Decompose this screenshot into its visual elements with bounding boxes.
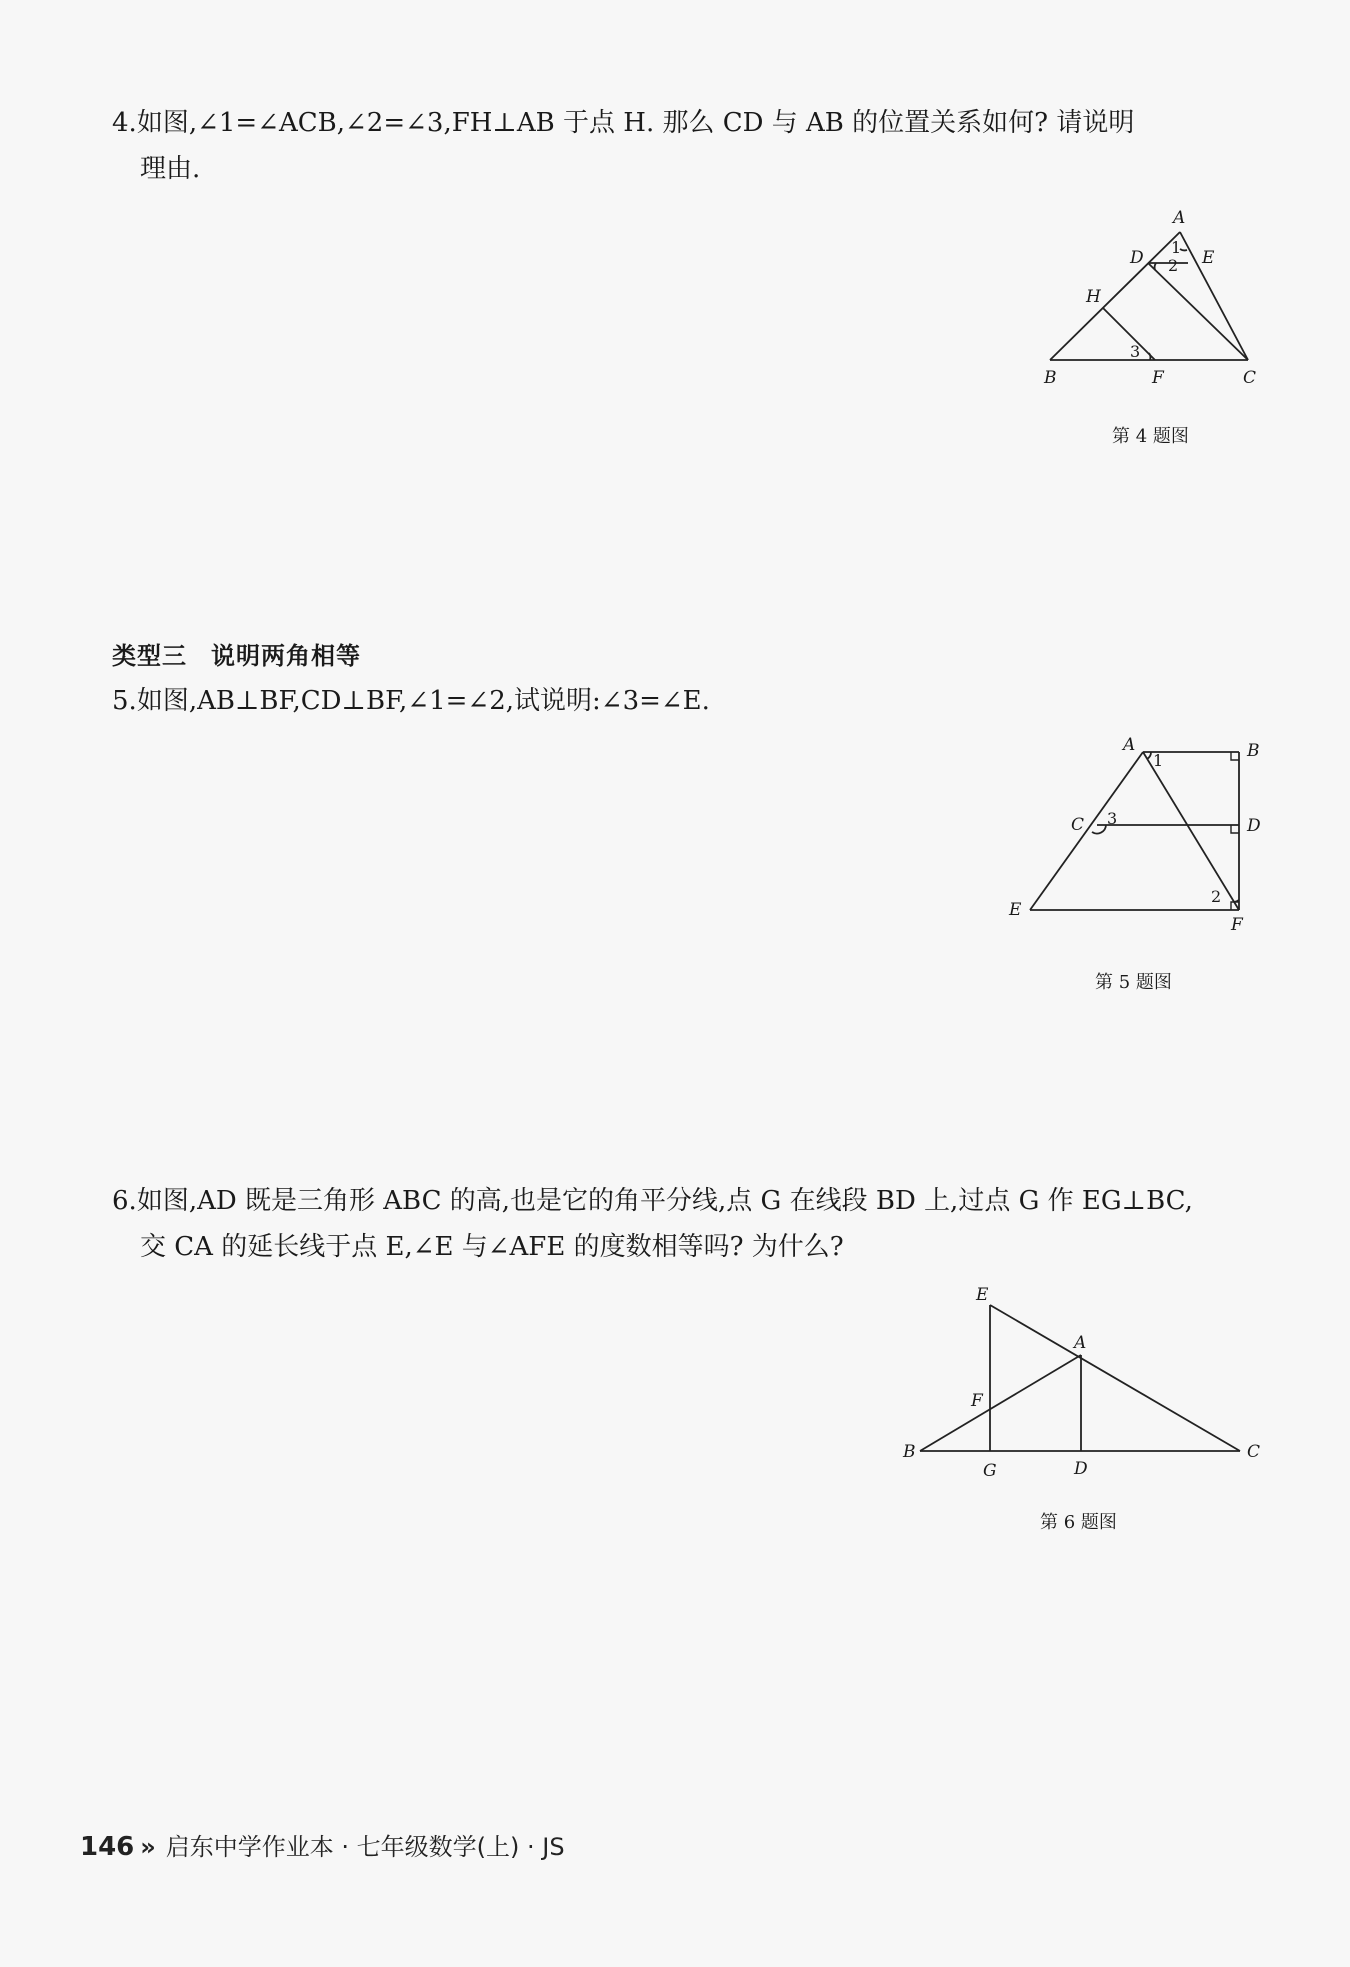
question-number: 6.: [112, 1186, 137, 1216]
label-c: C: [1247, 1442, 1261, 1462]
label-angle-2: 2: [1211, 887, 1222, 906]
label-f: F: [1231, 915, 1243, 935]
page-number: 146: [80, 1832, 135, 1862]
angle-3-arc: [1092, 825, 1106, 834]
section-type: 类型三: [112, 642, 187, 670]
question-text: 如图,AB⊥BF,CD⊥BF,∠1=∠2,试说明:∠3=∠E.: [136, 686, 710, 716]
label-b: B: [1247, 741, 1260, 761]
right-angle-b: [1231, 752, 1239, 760]
label-f: F: [1152, 368, 1164, 388]
question-text: 如图,AD 既是三角形 ABC 的高,也是它的角平分线,点 G 在线段 BD 上,过点 G 作 EG⊥BC,: [136, 1186, 1193, 1216]
figure-6: [895, 1280, 1275, 1480]
question-number: 4.: [112, 108, 137, 138]
label-c: C: [1071, 815, 1085, 835]
label-e: E: [1009, 900, 1022, 920]
label-e: E: [976, 1285, 989, 1305]
figure-4-caption: 第 4 题图: [1112, 426, 1189, 447]
question-text-continued: 理由.: [140, 154, 201, 184]
angle-3-arc: [1149, 353, 1150, 360]
figure-5-caption: 第 5 题图: [1095, 972, 1172, 993]
segment-ae: [1030, 752, 1143, 910]
segment-hf: [1103, 308, 1155, 360]
label-b: B: [903, 1442, 916, 1462]
segment-dc: [1148, 263, 1248, 360]
label-g: G: [983, 1461, 997, 1481]
segment-ab: [1050, 232, 1180, 360]
label-c: C: [1243, 368, 1257, 388]
question-5: [112, 678, 710, 724]
label-e: E: [1202, 248, 1215, 268]
label-b: B: [1044, 368, 1057, 388]
right-angle-d: [1231, 825, 1239, 833]
question-number: 5.: [112, 686, 137, 716]
label-a: A: [1173, 208, 1186, 228]
figure-6-caption: 第 6 题图: [1040, 1512, 1117, 1533]
label-angle-1: 1: [1153, 751, 1164, 770]
label-angle-2: 2: [1168, 256, 1179, 275]
label-a: A: [1123, 735, 1136, 755]
label-angle-3: 3: [1107, 809, 1118, 828]
label-a: A: [1074, 1333, 1087, 1353]
label-f: F: [971, 1391, 983, 1411]
section-header: [112, 636, 361, 671]
label-angle-1: 1: [1171, 238, 1182, 257]
label-d: D: [1074, 1459, 1088, 1479]
label-d: D: [1130, 248, 1144, 268]
angle-1-arc: [1147, 752, 1151, 759]
question-4: [112, 100, 1134, 192]
angle-2-arc: [1155, 263, 1156, 270]
section-title: 说明两角相等: [211, 642, 361, 670]
question-text-continued: 交 CA 的延长线于点 E,∠E 与∠AFE 的度数相等吗? 为什么?: [140, 1232, 844, 1262]
label-d: D: [1247, 816, 1261, 836]
chevron-right-icon: »: [140, 1833, 156, 1861]
figure-5: [1005, 730, 1275, 940]
question-6: [112, 1178, 1193, 1270]
segment-ec: [990, 1305, 1240, 1451]
label-angle-3: 3: [1130, 342, 1141, 361]
book-title: 启东中学作业本 · 七年级数学(上) · JS: [165, 1833, 565, 1861]
question-text: 如图,∠1=∠ACB,∠2=∠3,FH⊥AB 于点 H. 那么 CD 与 AB 的位置关系如何? 请说明: [136, 108, 1135, 138]
label-h: H: [1086, 287, 1101, 307]
segment-ba: [920, 1355, 1081, 1451]
segment-af: [1143, 752, 1239, 910]
figure-4: [1030, 205, 1270, 395]
page-footer: [80, 1827, 565, 1862]
